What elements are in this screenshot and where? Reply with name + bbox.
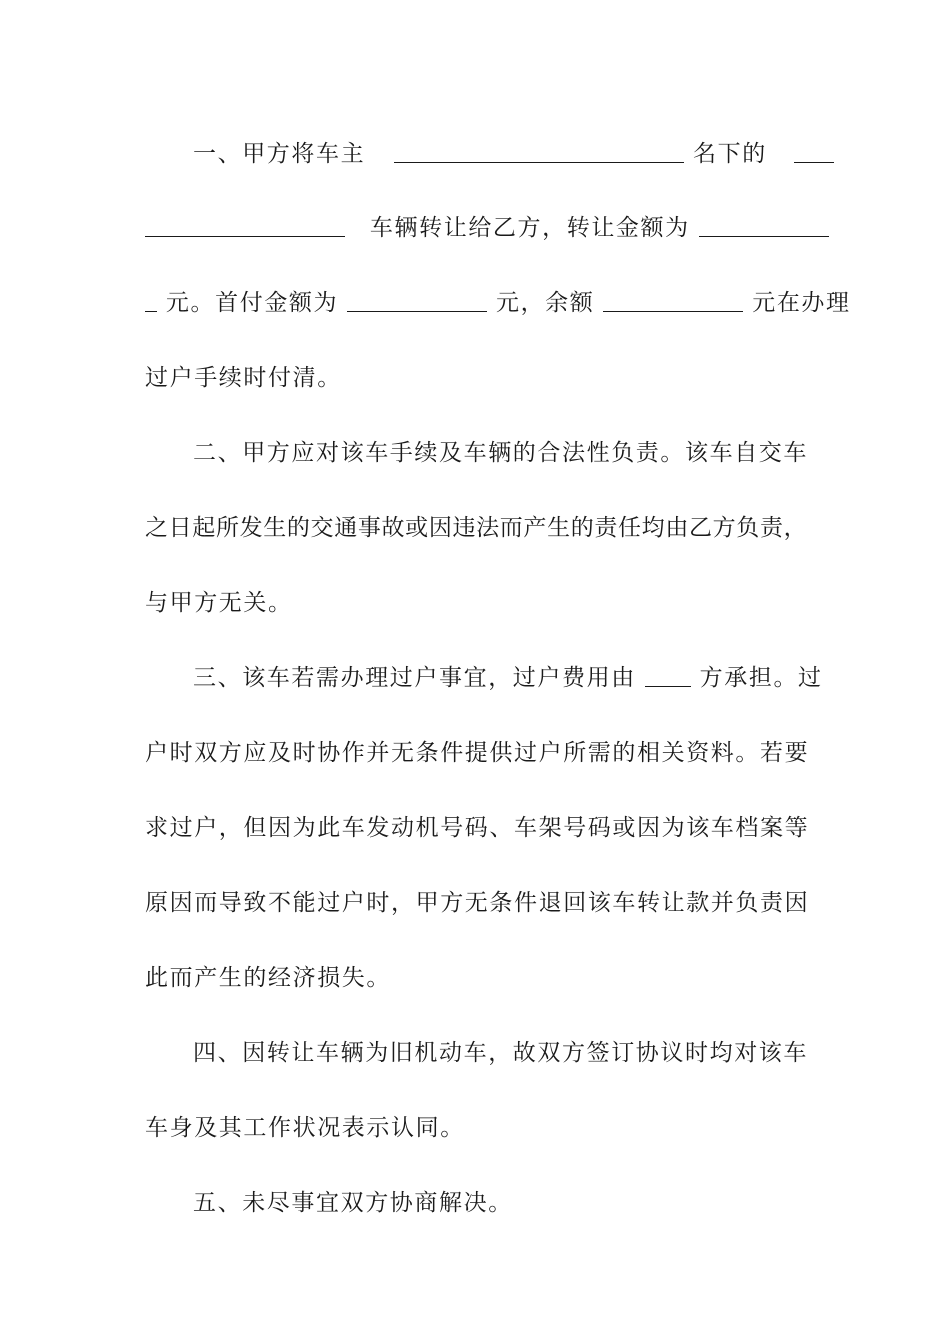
clause-4-line-1: 四、因转让车辆为旧机动车，故双方签订协议时均对该车 — [193, 1040, 808, 1066]
clause-2-line-1: 二、甲方应对该车手续及车辆的合法性负责。该车自交车 — [193, 440, 808, 466]
clause-3-text-b: 方承担。过 — [699, 665, 823, 691]
transfer-amount-blank-start[interactable] — [699, 210, 829, 237]
clause-3-line-1 — [145, 660, 823, 696]
clause-1-text-e: 元，余额 — [495, 290, 595, 316]
owner-name-blank[interactable] — [394, 136, 684, 163]
vehicle-blank-end[interactable] — [145, 210, 345, 237]
clause-2-line-3: 与甲方无关。 — [145, 590, 293, 616]
clause-1-line-4: 过户手续时付清。 — [145, 365, 342, 391]
clause-1-line-3 — [145, 285, 851, 321]
balance-blank[interactable] — [603, 285, 743, 312]
clause-5-line-1: 五、未尽事宜双方协商解决。 — [193, 1190, 513, 1216]
down-payment-blank[interactable] — [347, 285, 487, 312]
vehicle-blank-start[interactable] — [794, 136, 834, 163]
clause-1-text-b: 名下的 — [693, 141, 767, 167]
clause-1-line-2 — [145, 210, 807, 246]
clause-1-text-d: 元。首付金额为 — [165, 290, 339, 316]
clause-1-text-a: 一、甲方将车主 — [193, 141, 366, 167]
fee-payer-blank[interactable] — [645, 660, 691, 687]
clause-1-text-f: 元在办理 — [752, 290, 851, 316]
clause-3-line-5: 此而产生的经济损失。 — [145, 965, 391, 991]
clause-3-line-2: 户时双方应及时协作并无条件提供过户所需的相关资料。若要 — [145, 740, 810, 766]
clause-1-line-1 — [145, 136, 807, 172]
clause-2-line-2: 之日起所发生的交通事故或因违法而产生的责任均由乙方负责， — [145, 515, 807, 541]
clause-4-line-2: 车身及其工作状况表示认同。 — [145, 1115, 465, 1141]
clause-3-line-3: 求过户，但因为此车发动机号码、车架号码或因为该车档案等 — [145, 815, 810, 841]
clause-3-line-4: 原因而导致不能过户时，甲方无条件退回该车转让款并负责因 — [145, 890, 810, 916]
clause-3-text-a: 三、该车若需办理过户事宜，过户费用由 — [193, 665, 636, 691]
transfer-amount-blank-end[interactable] — [145, 285, 157, 312]
clause-1-text-c: 车辆转让给乙方，转让金额为 — [369, 215, 690, 241]
